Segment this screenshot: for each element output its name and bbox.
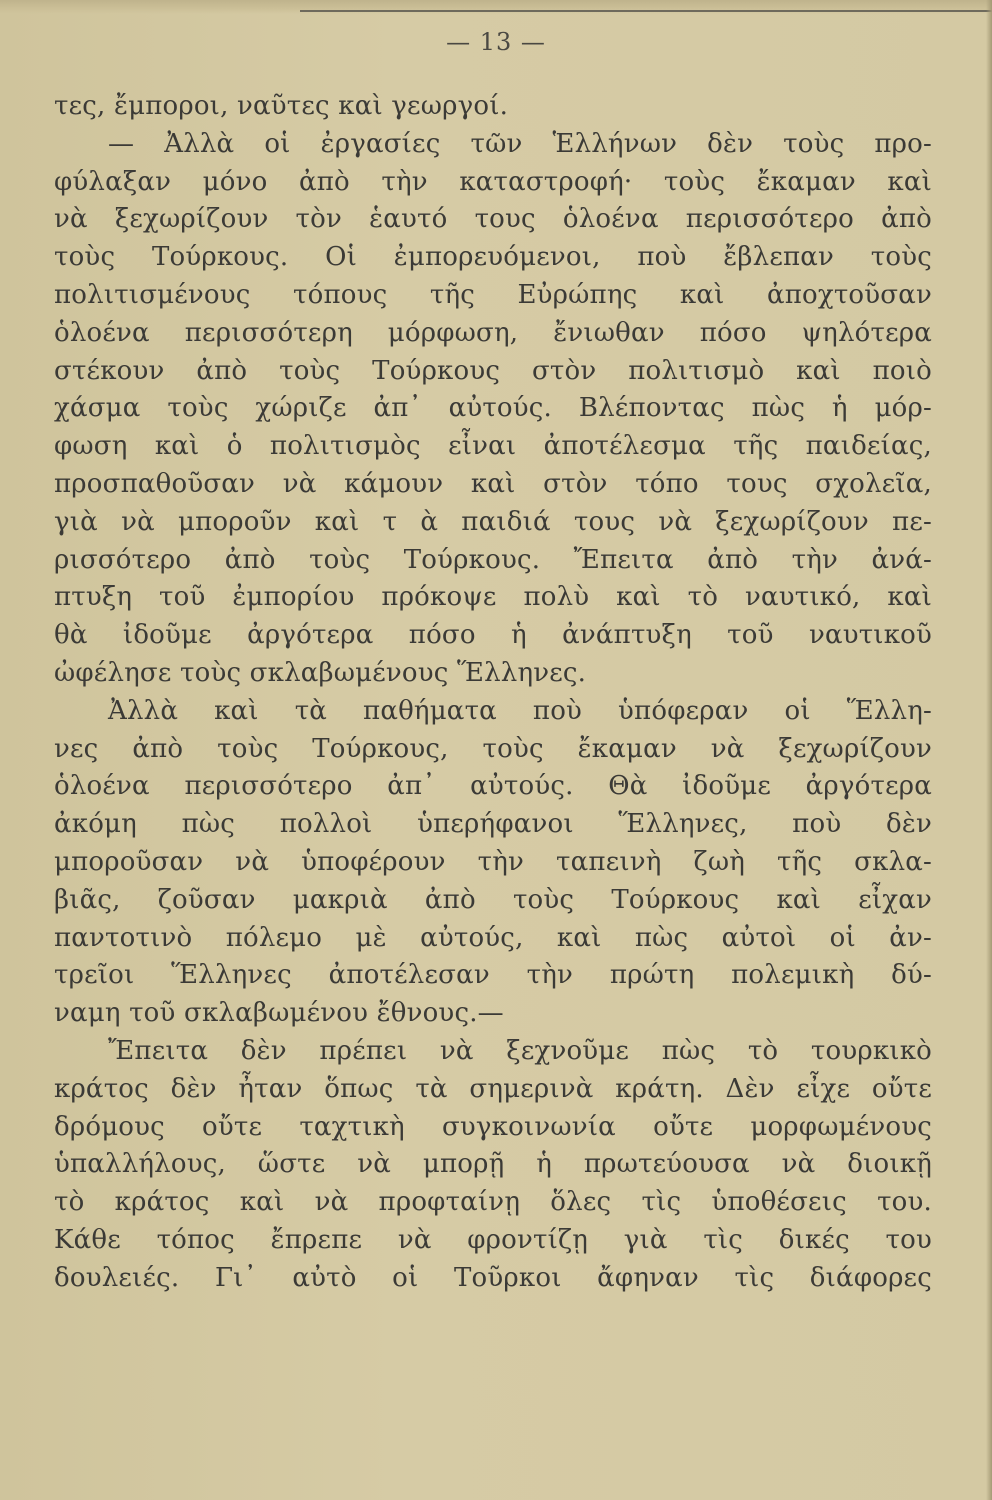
text-line: μποροῦσαν νὰ ὑποφέρουν τὴν ταπεινὴ ζωὴ τῆς σκλα- [54,846,932,877]
text-line: ὁλοένα περισσότερο ἀπ᾽ αὐτούς. Θὰ ἰδοῦμε ἀργότερα [54,771,932,802]
text-line: βιᾶς, ζοῦσαν μακριὰ ἀπὸ τοὺς Τούρκους καὶ εἶχαν [54,884,932,915]
text-line: πολιτισμένους τόπους τῆς Εὐρώπης καὶ ἀποχτοῦσαν [54,279,932,310]
page-right-edge [986,0,992,1500]
text-line: προσπαθοῦσαν νὰ κάμουν καὶ στὸν τόπο τους σχολεῖα, [54,468,932,499]
text-line: τρεῖοι Ἕλληνες ἀποτέλεσαν τὴν πρώτη πολεμικὴ δύ- [54,960,932,991]
text-line: δουλειές. Γι᾽ αὐτὸ οἱ Τοῦρκοι ἄφηναν τὶς διάφορες [54,1262,932,1293]
text-line: τοὺς Τούρκους. Οἱ ἐμπορευόμενοι, ποὺ ἔβλεπαν τοὺς [54,242,932,273]
text-line: ὑπαλλήλους, ὥστε νὰ μπορῇ ἡ πρωτεύουσα νὰ διοικῇ [54,1149,932,1180]
text-line: ρισσότερο ἀπὸ τοὺς Τούρκους. Ἔπειτα ἀπὸ τὴν ἀνά- [54,544,932,575]
text-line: τὸ κράτος καὶ νὰ προφταίνῃ ὅλες τὶς ὑποθέσεις του. [54,1187,932,1218]
text-line: φύλαξαν μόνο ἀπὸ τὴν καταστροφή· τοὺς ἔκαμαν καὶ [54,166,932,197]
page-number: — 13 — [446,28,546,56]
text-line: ναμη τοῦ σκλαβωμένου ἔθνους.— [54,998,504,1029]
text-line: νὰ ξεχωρίζουν τὸν ἑαυτό τους ὁλοένα περισσότερο ἀπὸ [54,204,932,235]
body-text [54,88,932,1298]
text-line: νες ἀπὸ τοὺς Τούρκους, τοὺς ἔκαμαν νὰ ξεχωρίζουν [54,733,932,764]
page-top-edge [0,0,992,14]
text-line: φωση καὶ ὁ πολιτισμὸς εἶναι ἀποτέλεσμα τῆς παιδείας, [54,431,932,462]
text-line: ὁλοένα περισσότερη μόρφωση, ἔνιωθαν πόσο ψηλότερα [54,317,932,348]
text-line: κράτος δὲν ἦταν ὅπως τὰ σημερινὰ κράτη. Δὲν εἶχε οὔτε [54,1073,932,1104]
text-line: Ἀλλὰ καὶ τὰ παθήματα ποὺ ὑπόφεραν οἱ Ἕλλη- [108,695,932,726]
text-line: χάσμα τοὺς χώριζε ἀπ᾽ αὐτούς. Βλέποντας πὼς ἡ μόρ- [54,393,932,424]
text-line: δρόμους οὔτε ταχτικὴ συγκοινωνία οὔτε μορφωμένους [54,1111,932,1142]
text-line: — Ἀλλὰ οἱ ἐργασίες τῶν Ἑλλήνων δὲν τοὺς προ- [108,128,932,159]
text-line: Κάθε τόπος ἔπρεπε νὰ φροντίζῃ γιὰ τὶς δικές του [54,1224,932,1255]
text-line: Ἔπειτα δὲν πρέπει νὰ ξεχνοῦμε πὼς τὸ τουρκικὸ [108,1035,932,1066]
text-line: παντοτινὸ πόλεμο μὲ αὐτούς, καὶ πὼς αὐτοὶ οἱ ἀν- [54,922,932,953]
top-rule-line [300,10,992,12]
text-line: γιὰ νὰ μποροῦν καὶ τ ὰ παιδιά τους νὰ ξεχωρίζουν πε- [54,506,932,537]
text-line: ἀκόμη πὼς πολλοὶ ὑπερήφανοι Ἕλληνες, ποὺ δὲν [54,809,932,840]
text-line: θὰ ἰδοῦμε ἀργότερα πόσο ἡ ἀνάπτυξη τοῦ ναυτικοῦ [54,620,932,651]
text-line: τες, ἔμποροι, ναῦτες καὶ γεωργοί. [54,91,509,121]
text-line: πτυξη τοῦ ἐμπορίου πρόκοψε πολὺ καὶ τὸ ναυτικό, καὶ [54,582,932,613]
text-line: ὠφέλησε τοὺς σκλαβωμένους Ἕλληνες. [54,657,587,688]
text-line: στέκουν ἀπὸ τοὺς Τούρκους στὸν πολιτισμὸ καὶ ποιὸ [54,355,932,386]
